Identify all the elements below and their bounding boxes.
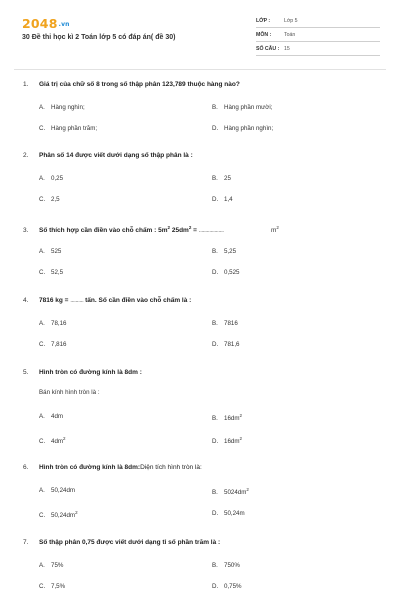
- question-prompt: Giá trị của chữ số 8 trong số thập phân 123,789 thuộc hàng nào?: [39, 81, 240, 88]
- question-prompt: Hình tròn có đường kính là 8dm :: [39, 369, 142, 376]
- option-text: 7,816: [51, 341, 67, 348]
- prompt-part: 7816 kg =: [39, 297, 71, 304]
- question-text: [23, 464, 202, 471]
- meta-label: MÔN :: [256, 32, 272, 38]
- option-c[interactable]: [39, 341, 66, 348]
- question-subtext: Bán kính hình tròn là :: [39, 389, 100, 396]
- prompt-part: tấn. Số cần điền vào chỗ chấm là :: [83, 297, 192, 304]
- option-text: Hàng phần mười;: [224, 104, 273, 111]
- option-letter: C.: [39, 196, 46, 203]
- answer-unit: [271, 225, 279, 234]
- answer-blank: ...................: [198, 227, 224, 235]
- option-a[interactable]: [39, 320, 66, 327]
- logo-main: 2048: [22, 16, 58, 31]
- question-number: 4.: [23, 297, 29, 304]
- option-a[interactable]: [39, 104, 85, 111]
- question-text: [23, 152, 193, 159]
- answer-blank: ..........: [70, 297, 84, 304]
- header-divider: [14, 69, 386, 70]
- option-letter: A.: [39, 562, 45, 569]
- option-a[interactable]: [39, 175, 63, 182]
- option-letter: B.: [212, 248, 218, 255]
- question-number: 3.: [23, 227, 29, 235]
- option-letter: C.: [39, 512, 46, 520]
- question-number: 2.: [23, 152, 29, 159]
- option-letter: B.: [212, 104, 218, 111]
- option-text: 50,24dm: [51, 512, 76, 520]
- option-b[interactable]: [212, 104, 272, 111]
- option-c[interactable]: [39, 510, 78, 519]
- meta-value: Toán: [284, 32, 296, 38]
- option-text: 4dm: [51, 413, 64, 420]
- option-a[interactable]: [39, 248, 61, 255]
- meta-row-subject: [256, 28, 380, 42]
- page-title: 30 Đề thi học kì 2 Toán lớp 5 có đáp án( đề 30): [22, 34, 176, 41]
- option-text: Hàng phần trăm;: [51, 125, 98, 132]
- superscript: 2: [239, 413, 242, 418]
- meta-row-class: [256, 14, 380, 28]
- option-letter: B.: [212, 489, 218, 497]
- option-letter: B.: [212, 415, 218, 423]
- question-text: [23, 539, 220, 546]
- meta-row-count: [256, 42, 380, 56]
- prompt-part: Hình tròn có đường kính là 8dm:: [39, 464, 141, 471]
- document-header: [0, 0, 400, 68]
- option-b[interactable]: [212, 248, 236, 255]
- option-text: 0,525: [224, 269, 240, 276]
- option-d[interactable]: [212, 341, 239, 348]
- prompt-part: Diện tích hình tròn là:: [140, 464, 202, 471]
- option-a[interactable]: [39, 562, 63, 569]
- option-a[interactable]: [39, 413, 63, 420]
- option-text: 16dm: [224, 415, 240, 423]
- option-b[interactable]: [212, 175, 231, 182]
- option-text: 0,75%: [224, 583, 242, 590]
- option-d[interactable]: [212, 510, 245, 517]
- option-text: 78,16: [51, 320, 67, 327]
- option-d[interactable]: [212, 583, 242, 590]
- option-letter: B.: [212, 320, 218, 327]
- question-number: 7.: [23, 539, 29, 546]
- question-number: 1.: [23, 81, 29, 88]
- meta-value: 15: [284, 46, 290, 52]
- option-text: 525: [51, 248, 62, 255]
- superscript: 2: [246, 487, 249, 492]
- option-text: 4dm: [51, 438, 64, 446]
- question-text: [23, 297, 191, 304]
- option-letter: D.: [212, 269, 219, 276]
- option-text: 1,4: [224, 196, 233, 203]
- option-d[interactable]: [212, 196, 233, 203]
- option-letter: A.: [39, 248, 45, 255]
- option-c[interactable]: [39, 583, 65, 590]
- option-text: 16dm: [224, 438, 240, 446]
- question-text: [23, 81, 240, 88]
- superscript: 2: [63, 436, 66, 441]
- option-text: 75%: [51, 562, 64, 569]
- option-letter: B.: [212, 562, 218, 569]
- question-prompt: [39, 227, 199, 234]
- question-prompt: Số thập phân 0,75 được viết dưới dạng tỉ số phần trăm là :: [39, 539, 221, 546]
- option-text: 50,24m: [224, 510, 245, 517]
- option-letter: C.: [39, 583, 46, 590]
- option-text: 50,24dm: [51, 487, 76, 494]
- option-letter: C.: [39, 438, 46, 446]
- option-text: Hàng phần nghìn;: [224, 125, 274, 132]
- option-letter: C.: [39, 125, 46, 132]
- superscript: 2: [75, 510, 78, 515]
- option-letter: A.: [39, 104, 45, 111]
- question-number: 6.: [23, 464, 29, 471]
- option-text: Hàng nghìn;: [51, 104, 85, 111]
- option-text: 52,5: [51, 269, 64, 276]
- option-text: 781,6: [224, 341, 240, 348]
- option-b[interactable]: [212, 487, 249, 496]
- option-b[interactable]: [212, 320, 238, 327]
- meta-label: SỐ CÂU :: [256, 46, 280, 52]
- option-text: 2,5: [51, 196, 60, 203]
- option-letter: A.: [39, 320, 45, 327]
- question-prompt: Phân số 14 được viết dưới dạng số thập phân là :: [39, 152, 193, 159]
- option-letter: D.: [212, 125, 219, 132]
- option-c[interactable]: [39, 125, 97, 132]
- option-letter: A.: [39, 487, 45, 494]
- option-text: 7,5%: [51, 583, 66, 590]
- option-c[interactable]: [39, 269, 63, 276]
- option-d[interactable]: [212, 269, 239, 276]
- option-letter: D.: [212, 196, 219, 203]
- question-text: [23, 225, 224, 234]
- option-d[interactable]: [212, 125, 273, 132]
- option-text: 5,25: [224, 248, 237, 255]
- site-logo[interactable]: [22, 16, 70, 31]
- option-letter: C.: [39, 341, 46, 348]
- option-letter: D.: [212, 438, 219, 446]
- superscript: 2: [167, 225, 171, 230]
- option-text: 25: [224, 175, 231, 182]
- option-letter: C.: [39, 269, 46, 276]
- prompt-part: =: [191, 227, 199, 235]
- option-letter: D.: [212, 341, 219, 348]
- option-text: 750%: [224, 562, 240, 569]
- prompt-part: 25dm: [170, 227, 189, 235]
- unit-text: m: [271, 227, 277, 235]
- option-c[interactable]: [39, 436, 66, 445]
- option-letter: D.: [212, 510, 219, 517]
- prompt-part: Số thích hợp cần điền vào chỗ chấm : 5m: [39, 227, 168, 235]
- meta-value: Lớp 5: [284, 18, 298, 24]
- option-letter: D.: [212, 583, 219, 590]
- option-letter: B.: [212, 175, 218, 182]
- question-text: [23, 369, 142, 376]
- logo-tld: .vn: [58, 21, 70, 28]
- superscript: 2: [276, 225, 279, 230]
- option-a[interactable]: [39, 487, 75, 494]
- option-text: 5024dm: [224, 489, 247, 497]
- option-b[interactable]: [212, 562, 240, 569]
- superscript: 2: [239, 436, 242, 441]
- meta-label: LỚP :: [256, 18, 271, 24]
- option-text: 0,25: [51, 175, 64, 182]
- option-letter: A.: [39, 413, 45, 420]
- superscript: 2: [188, 225, 192, 230]
- question-number: 5.: [23, 369, 29, 376]
- option-d[interactable]: [212, 436, 242, 445]
- option-c[interactable]: [39, 196, 60, 203]
- option-text: 7816: [224, 320, 238, 327]
- option-letter: A.: [39, 175, 45, 182]
- option-b[interactable]: [212, 413, 242, 422]
